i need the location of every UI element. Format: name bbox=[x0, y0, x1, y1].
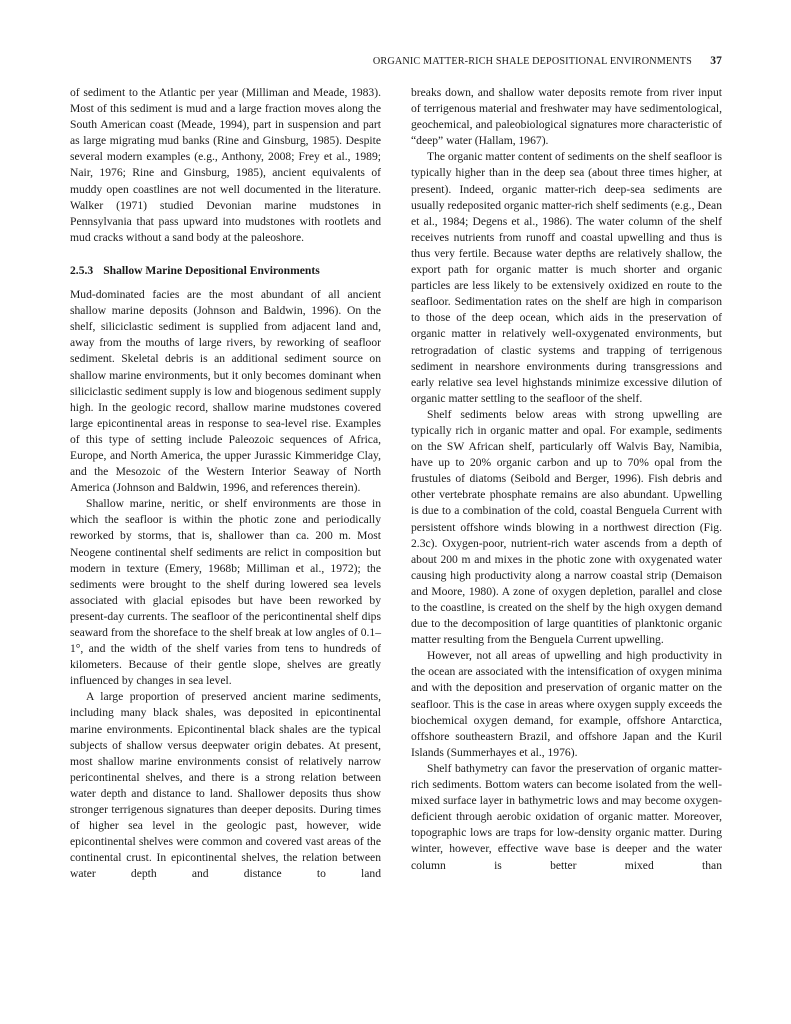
right-paragraph-1: breaks down, and shallow water deposits remote from river input of terrigenous material and freshwater may have sedimentological, geochemical, and paleobiological signatures more characteristic of “deep” water (Hallam, 1967). bbox=[411, 86, 722, 148]
section-spacer bbox=[70, 246, 381, 263]
left-paragraph-1: of sediment to the Atlantic per year (Milliman and Meade, 1983). Most of this sediment is mud and a large fraction moves along the South American coast (Meade, 1994), part in suspension and part as large migrating mud banks (Rine and Ginsburg, 1985). Despite several modern examples (e.g., Anthony, 2008; Frey et al., 1989; Nair, 1976; Rine and Ginsburg, 1985), ancient equivalents of muddy open coastlines are not well documented in the literature. Walker (1971) studied Devonian marine mudstones in Pennsylvania that pass upward into mudstones with rootlets and mud cracks without a sand body at the paleoshore. bbox=[70, 86, 381, 244]
right-paragraph-4: However, not all areas of upwelling and high productivity in the ocean are associated with the intensification of oxygen minima and with the deposition and preservation of organic matter on the seafloor. This is the case in areas where oxygen supply exceeds the biochemical oxygen demand, for example, offshore Antarctica, offshore southeastern Brazil, and offshore Japan and the Kuril Islands (Summerhayes et al., 1976). bbox=[411, 649, 722, 759]
left-paragraph-4: A large proportion of preserved ancient marine sediments, including many black shales, was deposited in epicontinental marine environments. Epicontinental black shales are the typical subjects of shallow versus deepwater origin debates. At present, most shallow marine environments consist of relatively narrow pericontinental shelves, and there is a strong relation between water depth and distance to land. Shallower deposits thus show stronger terrigenous signatures than deeper deposits. During times of higher sea level in the geologic past, however, wide epicontinental shelves were common and covered vast areas of the continental crust. In epicontinental shelves, the relation between water depth and distance to land bbox=[70, 690, 381, 881]
left-column bbox=[70, 85, 381, 883]
left-paragraph-2: Mud-dominated facies are the most abundant of all ancient shallow marine deposits (Johnson and Baldwin, 1996). On the shelf, siliciclastic sediment is supplied from adjacent land and, away from the mouths of large rivers, by reworking of seafloor sediment. Skeletal debris is an additional sediment source on shallow marine environments, but it only becomes dominant when siliciclastic sediment supply is low and biogenous sediment supply high. In the geologic record, shallow marine mudstones covered large epicontinental areas in response to sea-level rise. Examples of this type of setting include Paleozoic sequences of Africa, Europe, and North America, the upper Jurassic Kimmeridge Clay, and the Mesozoic of the Western Interior Seaway of North America (Johnson and Baldwin, 1996, and references therein). bbox=[70, 288, 381, 495]
right-paragraph-2: The organic matter content of sediments on the shelf seafloor is typically higher than in the deep sea (about three times higher, at present). Indeed, organic matter-rich deep-sea sediments are usually redeposited organic matter-rich shelf sediments (e.g., Dean et al., 1984; Degens et al., 1986). The water column of the shelf receives nutrients from runoff and coastal upwelling and thus is thus very fertile. Because water depths are relatively shallow, the export path for organic matter is much shorter and organic particles are less likely to be extensively oxidized en route to the seafloor. Sedimentation rates on the shelf are high in comparison to those of the deep ocean, which aids in the preservation of organic matter in relatively well-oxygenated environments, but retrogradation of clastic systems and trapping of terrigenous sediment in nearshore environments during transgressions and early relative sea level highstands minimize excessive dilution of organic matter settling to the seafloor of the shelf. bbox=[411, 150, 722, 405]
section-title: Shallow Marine Depositional Environments bbox=[103, 263, 320, 277]
section-spacer-after bbox=[70, 279, 381, 287]
running-title: ORGANIC MATTER-RICH SHALE DEPOSITIONAL ENVIRONMENTS bbox=[372, 56, 692, 67]
right-column bbox=[411, 85, 722, 874]
right-paragraph-5: Shelf bathymetry can favor the preservation of organic matter-rich sediments. Bottom waters can become isolated from the well-mixed surface layer in bathymetric lows and may become oxygen-deficient through aerobic oxidation of organic matter. Moreover, topographic lows are traps for low-density organic matter. During winter, however, effective wave base is deeper and the water column is better mixed than bbox=[411, 761, 722, 872]
section-heading bbox=[70, 263, 381, 279]
left-paragraph-3: Shallow marine, neritic, or shelf environments are those in which the seafloor is within the photic zone and periodically reworked by storms, that is, shallower than ca. 200 m. Most Neogene continental shelf sediments are relict in composition but modern in texture (Emery, 1968b; Milliman et al., 1972); the sediments were brought to the shelf during lowered sea levels associated with glacial episodes but have been reworked by present-day currents. The seafloor of the pericontinental shelf dips seaward from the shoreface to the shelf break at low angles of 0.1–1°, and the width of the shelf varies from tens to hundreds of kilometers. Because of their gentle slope, shelves are greatly influenced by changes in sea level. bbox=[70, 497, 381, 688]
right-paragraph-3: Shelf sediments below areas with strong upwelling are typically rich in organic matter and opal. For example, sediments on the SW African shelf, particularly off Walvis Bay, Namibia, have up to 20% organic carbon and up to 70% opal from the frustules of diatoms (Seibold and Berger, 1996). Fish debris and other vertebrate phosphate remains are also abundant. Upwelling is due to a combination of the cold, coastal Benguela Current with persistent offshore winds blowing in a northwest direction (Fig. 2.3c). Oxygen-poor, nutrient-rich water ascends from a depth of about 200 m and mixes in the photic zone with oxygenated water causing high productivity along a narrow coastal strip (Demaison and Moore, 1980). A zone of oxygen depletion, parallel and close to the coastline, is created on the shelf by the high oxygen demand due to the decomposition of large quantities of planktonic organic matter resulting from the Benguela Current upwelling. bbox=[411, 407, 722, 647]
running-header bbox=[70, 55, 722, 71]
section-number: 2.5.3 bbox=[70, 263, 94, 277]
page-number: 37 bbox=[710, 55, 722, 67]
